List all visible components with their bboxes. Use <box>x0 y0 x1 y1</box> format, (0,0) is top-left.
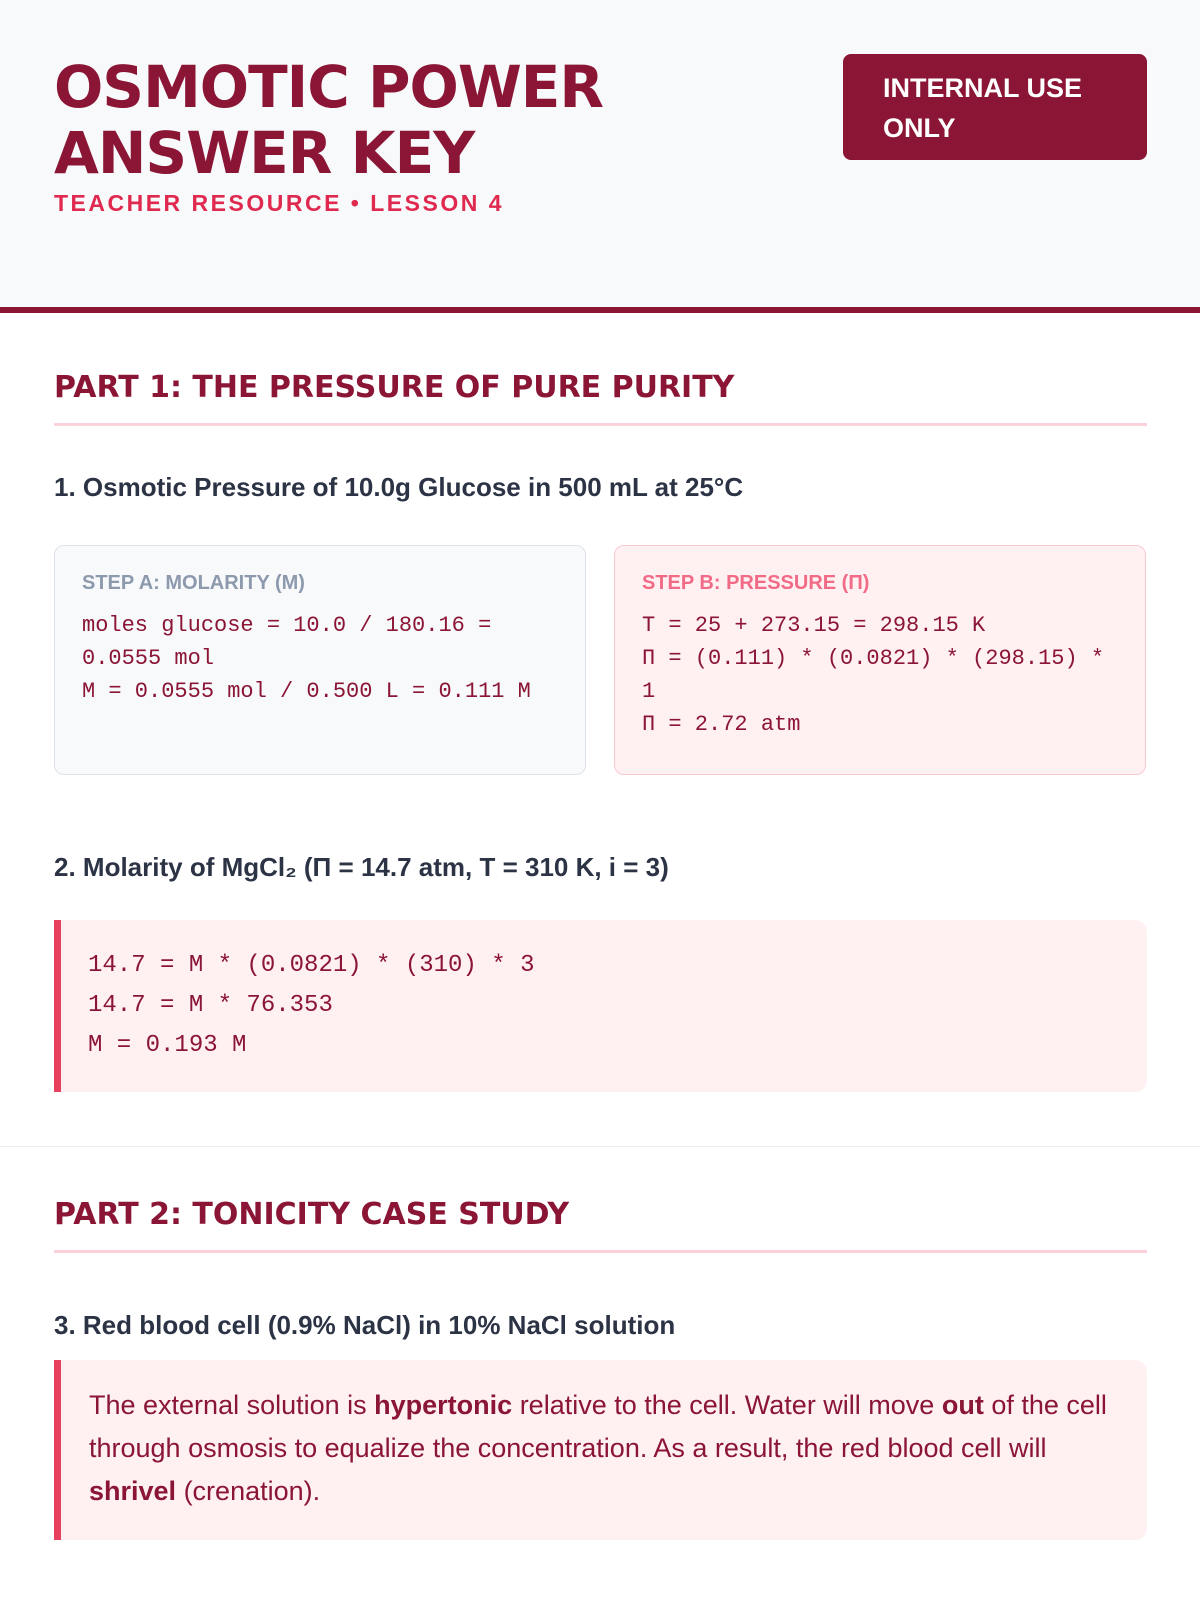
page-title-line-1: OSMOTIC POWER <box>54 53 604 121</box>
question-2 <box>54 852 1147 883</box>
step-a-label: STEP A: MOLARITY (M) <box>82 572 305 594</box>
question-3 <box>54 1310 1147 1341</box>
q3-answer-text <box>89 1384 1119 1513</box>
step-b-line-2: Π = (0.111) * (0.0821) * (298.15) * 1 <box>642 646 1118 704</box>
page-title-line-2: ANSWER KEY <box>54 119 475 187</box>
page-subtitle: TEACHER RESOURCE • LESSON 4 <box>54 190 504 216</box>
step-a-line-2: M = 0.0555 mol / 0.500 L = 0.111 M <box>82 679 531 704</box>
part-2-heading <box>54 1197 1147 1253</box>
q3-text-3: of the cell through osmosis to equalize the concentration. As a result, the red blood cell will <box>89 1390 1107 1463</box>
q2-line-2: 14.7 = M * 76.353 <box>88 992 333 1019</box>
step-a-card <box>54 545 586 775</box>
step-b-card <box>614 545 1146 775</box>
q3-bold-out: out <box>941 1390 984 1420</box>
step-b-label: STEP B: PRESSURE (Π) <box>642 572 870 594</box>
question-1-title: 1. Osmotic Pressure of 10.0g Glucose in 500 mL at 25°C <box>54 472 744 502</box>
badge-line-2: ONLY <box>883 113 956 143</box>
question-1 <box>54 472 1147 503</box>
step-b-line-3: Π = 2.72 atm <box>642 712 801 737</box>
q3-bold-shrivel: shrivel <box>89 1476 177 1506</box>
question-2-title: 2. Molarity of MgCl₂ (Π = 14.7 atm, T = 310 K, i = 3) <box>54 852 669 882</box>
page-title <box>54 54 603 186</box>
q3-text-4: (crenation). <box>176 1476 321 1506</box>
q2-line-1: 14.7 = M * (0.0821) * (310) * 3 <box>88 952 535 979</box>
q2-line-3: M = 0.193 M <box>88 1032 247 1059</box>
question-2-answer <box>54 920 1147 1092</box>
q3-text-1: The external solution is <box>89 1390 375 1420</box>
badge-line-1: INTERNAL USE <box>883 73 1083 103</box>
step-b-line-1: T = 25 + 273.15 = 298.15 K <box>642 613 986 638</box>
step-a-line-1: moles glucose = 10.0 / 180.16 = 0.0555 mol <box>82 613 505 671</box>
part-1-title: PART 1: THE PRESSURE OF PURE PURITY <box>54 370 1147 426</box>
part-2-title: PART 2: TONICITY CASE STUDY <box>54 1197 1147 1253</box>
q3-text-2: relative to the cell. Water will move <box>512 1390 942 1420</box>
internal-use-badge <box>843 54 1147 160</box>
q3-bold-hypertonic: hypertonic <box>374 1390 513 1420</box>
part-1-heading <box>54 370 1147 426</box>
question-3-answer <box>54 1360 1147 1540</box>
page-header <box>0 0 1200 313</box>
question-3-title: 3. Red blood cell (0.9% NaCl) in 10% NaCl solution <box>54 1310 676 1340</box>
section-divider <box>0 1146 1200 1147</box>
